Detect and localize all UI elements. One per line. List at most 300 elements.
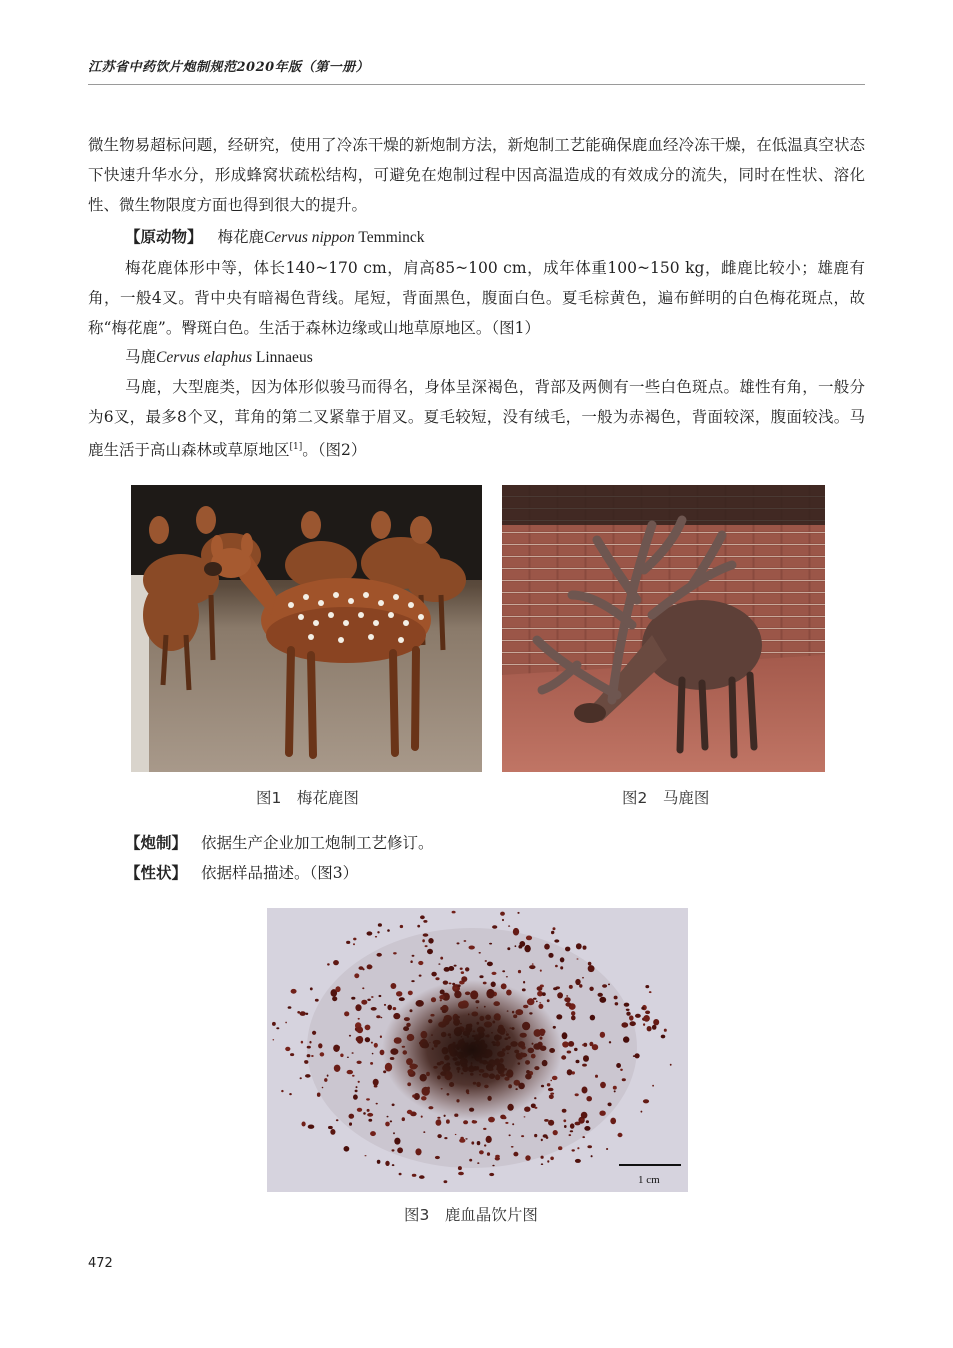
crystal-speck bbox=[305, 1074, 311, 1078]
crystal-speck bbox=[300, 1077, 302, 1079]
crystal-speck bbox=[385, 1122, 390, 1127]
crystal-speck bbox=[335, 986, 340, 992]
processing-text: 依据生产企业加工炮制工艺修订。 bbox=[201, 834, 434, 852]
crystal-speck bbox=[588, 965, 595, 972]
crystal-speck bbox=[399, 1173, 402, 1176]
crystal-speck bbox=[367, 931, 373, 935]
figure2-caption: 图2 马鹿图 bbox=[622, 789, 710, 807]
crystal-speck bbox=[390, 1120, 392, 1122]
crystal-speck bbox=[532, 963, 534, 964]
crystal-speck bbox=[521, 1135, 524, 1137]
crystal-speck bbox=[396, 991, 402, 996]
crystal-speck bbox=[365, 1037, 370, 1042]
source-animal-cn: 梅花鹿 bbox=[217, 228, 264, 246]
crystal-speck bbox=[385, 1161, 389, 1166]
crystal-speck bbox=[365, 1025, 371, 1031]
crystal-speck bbox=[399, 997, 405, 1001]
crystal-speck bbox=[383, 1070, 386, 1073]
crystal-speck bbox=[515, 945, 517, 947]
crystal-speck bbox=[318, 1043, 322, 1048]
crystal-speck bbox=[352, 1052, 354, 1054]
crystal-speck bbox=[363, 1112, 366, 1115]
crystal-speck bbox=[446, 1119, 450, 1123]
crystal-speck bbox=[502, 970, 505, 972]
crystal-speck bbox=[351, 1116, 354, 1118]
crystal-speck bbox=[415, 1148, 421, 1155]
crystal-speck bbox=[626, 1009, 630, 1011]
crystal-speck bbox=[562, 1109, 567, 1113]
crystal-speck bbox=[440, 957, 443, 960]
crystal-speck bbox=[459, 1138, 465, 1142]
crystal-speck bbox=[273, 1039, 275, 1040]
crystal-speck bbox=[653, 1019, 659, 1025]
crystal-speck bbox=[302, 1122, 306, 1127]
crystal-speck bbox=[379, 995, 382, 997]
crystal-speck bbox=[420, 915, 425, 919]
crystal-speck bbox=[582, 1087, 588, 1094]
crystal-speck bbox=[378, 923, 382, 927]
crystal-speck bbox=[553, 927, 556, 930]
crystal-speck bbox=[353, 938, 356, 941]
crystal-speck bbox=[517, 912, 519, 914]
crystal-speck bbox=[577, 1147, 579, 1149]
red-deer-paragraph bbox=[88, 372, 865, 465]
crystal-speck bbox=[344, 1146, 350, 1152]
crystal-speck bbox=[489, 1173, 494, 1176]
crystal-speck bbox=[564, 1125, 567, 1128]
crystal-speck bbox=[569, 985, 573, 989]
crystal-speck bbox=[423, 933, 429, 936]
crystal-speck bbox=[560, 957, 565, 962]
crystal-speck bbox=[371, 1042, 373, 1044]
crystal-speck bbox=[523, 981, 525, 984]
crystal-speck bbox=[586, 1120, 589, 1123]
crystal-speck bbox=[553, 987, 557, 990]
crystal-speck bbox=[444, 1180, 448, 1183]
crystal-speck bbox=[356, 1086, 358, 1088]
crystal-speck bbox=[315, 999, 319, 1002]
crystal-speck bbox=[357, 1036, 364, 1044]
crystal-speck bbox=[435, 1156, 440, 1159]
crystal-speck bbox=[484, 1144, 486, 1146]
crystal-speck bbox=[301, 1041, 303, 1044]
crystal-speck bbox=[564, 997, 570, 1002]
crystal-speck bbox=[333, 1045, 340, 1052]
crystal-speck bbox=[421, 1116, 423, 1118]
crystal-speck bbox=[437, 1134, 441, 1138]
crystal-speck bbox=[354, 973, 359, 978]
crystal-speck bbox=[371, 1007, 377, 1011]
crystal-speck bbox=[340, 1054, 343, 1058]
crystal-speck bbox=[367, 1113, 373, 1117]
crystal-speck bbox=[469, 1159, 472, 1162]
crystal-speck bbox=[460, 968, 463, 970]
crystal-speck bbox=[544, 1119, 549, 1122]
crystal-speck bbox=[608, 984, 610, 986]
crystal-speck bbox=[566, 995, 568, 996]
crystal-speck bbox=[291, 989, 297, 994]
crystal-speck bbox=[324, 1078, 327, 1082]
crystal-speck bbox=[362, 968, 364, 970]
crystal-speck bbox=[328, 1126, 333, 1129]
crystal-speck bbox=[464, 940, 467, 942]
crystal-speck bbox=[276, 1027, 279, 1029]
crystal-speck bbox=[505, 1122, 508, 1124]
crystal-speck bbox=[376, 1015, 380, 1018]
crystal-speck bbox=[551, 931, 554, 934]
crystal-speck bbox=[320, 1052, 325, 1056]
crystal-speck bbox=[582, 977, 584, 979]
crystal-speck bbox=[412, 955, 415, 957]
crystal-speck bbox=[511, 1146, 514, 1148]
crystal-speck bbox=[392, 1149, 395, 1151]
crystal-speck bbox=[438, 963, 440, 964]
crystal-speck bbox=[419, 1175, 425, 1179]
crystal-speck bbox=[558, 1146, 562, 1150]
crystal-speck bbox=[553, 1130, 558, 1135]
figure3-caption: 图3 鹿血晶饮片图 bbox=[404, 1206, 538, 1224]
crystal-speck bbox=[327, 963, 330, 965]
crystal-speck bbox=[500, 912, 505, 916]
crystal-speck bbox=[649, 991, 652, 993]
red-deer-author: Linnaeus bbox=[252, 349, 313, 366]
crystal-speck bbox=[575, 979, 580, 985]
crystal-speck bbox=[570, 1130, 573, 1132]
crystal-speck bbox=[417, 925, 420, 928]
crystal-speck bbox=[567, 1069, 573, 1075]
intro-paragraph: 微生物易超标问题，经研究，使用了冷冻干燥的新炮制方法，新炮制工艺能确保鹿血经冷冻干燥，在低温真空状态下快速升华水分，形成蜂窝状疏松结构，可避免在炮制过程中因高温造成的有效成分的流失，同时在性状、溶化性、微生物限度方面也得到很大的提升。 bbox=[88, 136, 865, 214]
crystal-speck bbox=[635, 1014, 641, 1018]
crystal-speck bbox=[477, 1162, 479, 1164]
crystal-speck bbox=[609, 1041, 611, 1043]
crystal-speck bbox=[582, 1136, 585, 1138]
crystal-speck bbox=[376, 1103, 378, 1105]
figure1-caption: 图1 梅花鹿图 bbox=[256, 789, 359, 807]
crystal-speck bbox=[518, 945, 522, 949]
crystal-speck bbox=[367, 964, 373, 969]
crystal-speck bbox=[366, 1098, 370, 1100]
crystal-speck bbox=[661, 1035, 666, 1039]
crystal-speck bbox=[352, 1075, 355, 1077]
crystal-speck bbox=[620, 1069, 623, 1071]
crystal-speck bbox=[375, 936, 377, 938]
crystal-speck bbox=[664, 1029, 667, 1032]
source-animal-line bbox=[125, 222, 424, 253]
crystal-speck bbox=[616, 1063, 621, 1068]
blood-crystal-illustration bbox=[267, 908, 688, 1192]
crystal-speck bbox=[486, 1136, 492, 1143]
crystal-speck bbox=[565, 947, 570, 952]
scale-bar-label: 1 cm bbox=[638, 1174, 660, 1186]
crystal-speck bbox=[458, 1172, 464, 1176]
crystal-speck bbox=[365, 1155, 367, 1156]
red-deer-illustration bbox=[502, 485, 825, 772]
crystal-speck bbox=[308, 1125, 315, 1129]
crystal-speck bbox=[361, 1000, 367, 1005]
crystal-speck bbox=[423, 920, 427, 923]
crystal-speck bbox=[272, 1022, 276, 1026]
crystal-speck bbox=[606, 1148, 608, 1150]
crystal-speck bbox=[575, 1159, 581, 1163]
crystal-speck bbox=[583, 946, 587, 950]
crystal-speck bbox=[529, 965, 535, 969]
crystal-speck bbox=[608, 1103, 612, 1107]
crystal-speck bbox=[556, 1014, 562, 1019]
red-deer-text-end: 。（图2） bbox=[302, 441, 367, 460]
crystal-speck bbox=[503, 1116, 507, 1119]
crystal-speck bbox=[437, 1119, 440, 1121]
citation-ref: [1] bbox=[289, 442, 303, 452]
crystal-speck bbox=[600, 1032, 605, 1038]
crystal-speck bbox=[602, 984, 607, 987]
crystal-speck bbox=[465, 1138, 467, 1139]
crystal-speck bbox=[408, 991, 413, 996]
crystal-speck bbox=[623, 1036, 629, 1042]
crystal-speck bbox=[487, 962, 493, 967]
crystal-speck bbox=[575, 1093, 579, 1096]
crystal-speck bbox=[570, 1123, 575, 1128]
crystal-speck bbox=[489, 943, 492, 945]
crystal-speck bbox=[351, 997, 355, 1000]
source-animal-latin: Cervus nippon bbox=[263, 229, 355, 246]
crystal-speck bbox=[477, 1141, 481, 1145]
crystal-speck bbox=[349, 1122, 352, 1125]
crystal-speck bbox=[548, 953, 553, 958]
crystal-speck bbox=[524, 1116, 526, 1117]
crystal-speck bbox=[380, 1035, 382, 1038]
crystal-speck bbox=[304, 1060, 308, 1064]
crystal-speck bbox=[374, 1043, 378, 1048]
crystal-speck bbox=[534, 1134, 537, 1137]
crystal-speck bbox=[289, 1093, 292, 1095]
red-deer-text: 马鹿，大型鹿类，因为体形似骏马而得名，身体呈深褐色，背部及两侧有一些白色斑点。雄性有角，一般分为6叉，最多8个叉，茸角的第二叉紧靠于眉叉。夏毛较短，没有绒毛，一般为赤褐色，背面较深，腹面较浅。马鹿生活于高山森林或草原地区 bbox=[88, 378, 865, 460]
crystal-speck bbox=[600, 1082, 606, 1088]
crystal-speck bbox=[506, 976, 508, 977]
crystal-speck bbox=[590, 1015, 595, 1021]
crystal-speck bbox=[643, 1099, 649, 1103]
crystal-speck bbox=[502, 919, 504, 921]
crystal-speck bbox=[423, 1131, 425, 1133]
crystal-speck bbox=[455, 1134, 457, 1135]
crystal-speck bbox=[550, 1157, 554, 1161]
crystal-speck bbox=[419, 975, 422, 977]
crystal-speck bbox=[332, 996, 337, 1001]
crystal-speck bbox=[452, 911, 456, 914]
crystal-speck bbox=[290, 1053, 294, 1056]
crystal-speck bbox=[355, 1090, 358, 1093]
crystal-speck bbox=[652, 1025, 657, 1030]
crystal-speck bbox=[562, 1041, 569, 1047]
crystal-speck bbox=[541, 1163, 543, 1165]
crystal-speck bbox=[377, 953, 382, 957]
crystal-speck bbox=[458, 1166, 462, 1170]
crystal-speck bbox=[583, 1055, 589, 1062]
crystal-speck bbox=[582, 1064, 587, 1067]
crystal-speck bbox=[560, 966, 563, 969]
crystal-speck bbox=[543, 1134, 548, 1138]
crystal-speck bbox=[586, 1096, 592, 1101]
crystal-speck bbox=[469, 946, 475, 950]
crystal-speck bbox=[544, 944, 550, 950]
crystal-speck bbox=[437, 1117, 440, 1119]
crystal-speck bbox=[512, 1123, 514, 1125]
crystal-speck bbox=[322, 1087, 324, 1089]
crystal-speck bbox=[561, 1055, 566, 1059]
crystal-speck bbox=[444, 967, 450, 972]
crystal-speck bbox=[393, 952, 397, 954]
crystal-speck bbox=[518, 970, 521, 973]
crystal-speck bbox=[428, 938, 433, 944]
crystal-speck bbox=[425, 945, 428, 947]
crystal-speck bbox=[362, 987, 364, 989]
crystal-speck bbox=[281, 1090, 283, 1092]
crystal-speck bbox=[588, 962, 592, 966]
crystal-speck bbox=[571, 1011, 575, 1016]
crystal-speck bbox=[584, 1126, 590, 1131]
crystal-speck bbox=[643, 1015, 650, 1022]
crystal-speck bbox=[487, 1152, 490, 1156]
crystal-speck bbox=[391, 983, 397, 989]
crystal-speck bbox=[562, 1032, 568, 1039]
crystal-speck bbox=[377, 931, 379, 933]
red-deer-cn: 马鹿 bbox=[125, 348, 157, 366]
crystal-speck bbox=[312, 1031, 316, 1035]
crystal-speck bbox=[370, 1131, 376, 1136]
crystal-speck bbox=[576, 943, 582, 949]
crystal-speck bbox=[641, 1007, 644, 1010]
crystal-speck bbox=[630, 1021, 636, 1026]
crystal-speck bbox=[550, 1093, 554, 1095]
crystal-speck bbox=[509, 1134, 511, 1136]
crystal-speck bbox=[427, 949, 433, 954]
crystal-speck bbox=[368, 1119, 372, 1122]
crystal-speck bbox=[357, 1027, 364, 1034]
crystal-speck bbox=[618, 1133, 623, 1137]
crystal-speck bbox=[317, 1093, 321, 1097]
crystal-speck bbox=[579, 984, 582, 988]
crystal-speck bbox=[392, 1104, 395, 1107]
crystal-speck bbox=[581, 1112, 588, 1119]
crystal-speck bbox=[592, 1044, 598, 1050]
crystal-speck bbox=[397, 1147, 403, 1153]
crystal-speck bbox=[599, 1111, 605, 1116]
crystal-speck bbox=[524, 1107, 530, 1112]
crystal-speck bbox=[353, 943, 355, 945]
crystal-speck bbox=[400, 925, 403, 928]
crystal-speck bbox=[652, 1085, 654, 1087]
crystal-speck bbox=[569, 1134, 572, 1136]
crystal-speck bbox=[373, 1079, 379, 1086]
crystal-speck bbox=[479, 1150, 484, 1154]
crystal-speck bbox=[549, 1095, 554, 1100]
crystal-speck bbox=[577, 958, 579, 959]
crystal-speck bbox=[591, 1155, 593, 1157]
crystal-speck bbox=[300, 1011, 306, 1016]
crystal-speck bbox=[599, 997, 606, 1003]
crystal-speck bbox=[495, 1155, 500, 1158]
crystal-speck bbox=[344, 1011, 349, 1016]
crystal-speck bbox=[402, 1117, 405, 1121]
crystal-speck bbox=[472, 1120, 478, 1123]
crystal-speck bbox=[358, 1018, 360, 1020]
crystal-speck bbox=[309, 1041, 311, 1044]
crystal-speck bbox=[347, 1070, 353, 1074]
figure-red-deer-photo bbox=[502, 485, 825, 772]
crystal-speck bbox=[367, 999, 371, 1001]
crystal-speck bbox=[346, 941, 350, 944]
crystal-speck bbox=[387, 1116, 389, 1118]
crystal-speck bbox=[572, 1149, 575, 1151]
crystal-speck bbox=[587, 1145, 592, 1148]
crystal-speck bbox=[370, 1062, 373, 1065]
crystal-speck bbox=[392, 1164, 395, 1166]
crystal-speck bbox=[492, 1165, 494, 1167]
crystal-speck bbox=[307, 1054, 311, 1057]
crystal-speck bbox=[349, 1114, 355, 1119]
crystal-speck bbox=[614, 1090, 616, 1092]
crystal-speck bbox=[479, 952, 481, 954]
crystal-speck bbox=[492, 972, 497, 975]
crystal-speck bbox=[565, 1002, 571, 1006]
crystal-speck bbox=[479, 975, 483, 978]
crystal-speck bbox=[610, 1118, 616, 1125]
crystal-speck bbox=[513, 1152, 518, 1157]
source-animal-label: 【原动物】 bbox=[125, 228, 203, 246]
crystal-speck bbox=[306, 1013, 309, 1015]
character-label: 【性状】 bbox=[125, 864, 188, 882]
header-title: 江苏省中药饮片炮制规范2020年版（第一册） bbox=[88, 60, 370, 75]
crystal-speck bbox=[374, 1085, 378, 1088]
crystal-speck bbox=[483, 1128, 486, 1130]
character-text: 依据样品描述。（图3） bbox=[201, 864, 359, 882]
crystal-speck bbox=[422, 939, 425, 942]
crystal-speck bbox=[548, 1120, 554, 1126]
crystal-speck bbox=[507, 947, 510, 950]
sika-deer-illustration bbox=[131, 485, 482, 772]
crystal-speck bbox=[349, 1035, 351, 1037]
crystal-speck bbox=[547, 1160, 549, 1162]
crystal-speck bbox=[574, 1048, 578, 1051]
crystal-speck bbox=[595, 1075, 598, 1078]
crystal-speck bbox=[670, 1064, 672, 1066]
crystal-speck bbox=[540, 985, 544, 988]
crystal-speck bbox=[629, 1015, 634, 1020]
crystal-speck bbox=[555, 965, 558, 968]
crystal-speck bbox=[367, 1109, 370, 1112]
figure-blood-crystal-photo bbox=[267, 908, 688, 1192]
crystal-speck bbox=[336, 1119, 339, 1121]
crystal-speck bbox=[540, 970, 542, 972]
sika-deer-paragraph: 梅花鹿体形中等，体长140~170 cm，肩高85~100 cm，成年体重100~150 kg，雌鹿比较小；雄鹿有角，一般4叉。背中央有暗褐色背线。尾短，背面黑色，腹面白色。夏毛棕黄色，遍布鲜明的白色梅花斑点，故称“梅花鹿”。臀斑白色。生活于森林边缘或山地草原地区。（图1） bbox=[88, 259, 865, 337]
crystal-speck bbox=[411, 980, 414, 982]
crystal-speck bbox=[571, 1015, 576, 1020]
crystal-speck bbox=[333, 960, 339, 965]
crystal-speck bbox=[465, 967, 469, 971]
crystal-speck bbox=[526, 936, 532, 941]
crystal-speck bbox=[454, 965, 457, 967]
crystal-speck bbox=[563, 1119, 566, 1122]
crystal-speck bbox=[621, 1022, 628, 1027]
crystal-speck bbox=[310, 987, 313, 990]
crystal-speck bbox=[418, 961, 423, 965]
crystal-speck bbox=[557, 992, 563, 998]
crystal-speck bbox=[334, 1065, 341, 1072]
crystal-speck bbox=[622, 1078, 626, 1081]
crystal-speck bbox=[614, 996, 618, 1000]
crystal-speck bbox=[471, 1141, 474, 1144]
crystal-speck bbox=[387, 1005, 392, 1011]
crystal-speck bbox=[524, 945, 530, 952]
